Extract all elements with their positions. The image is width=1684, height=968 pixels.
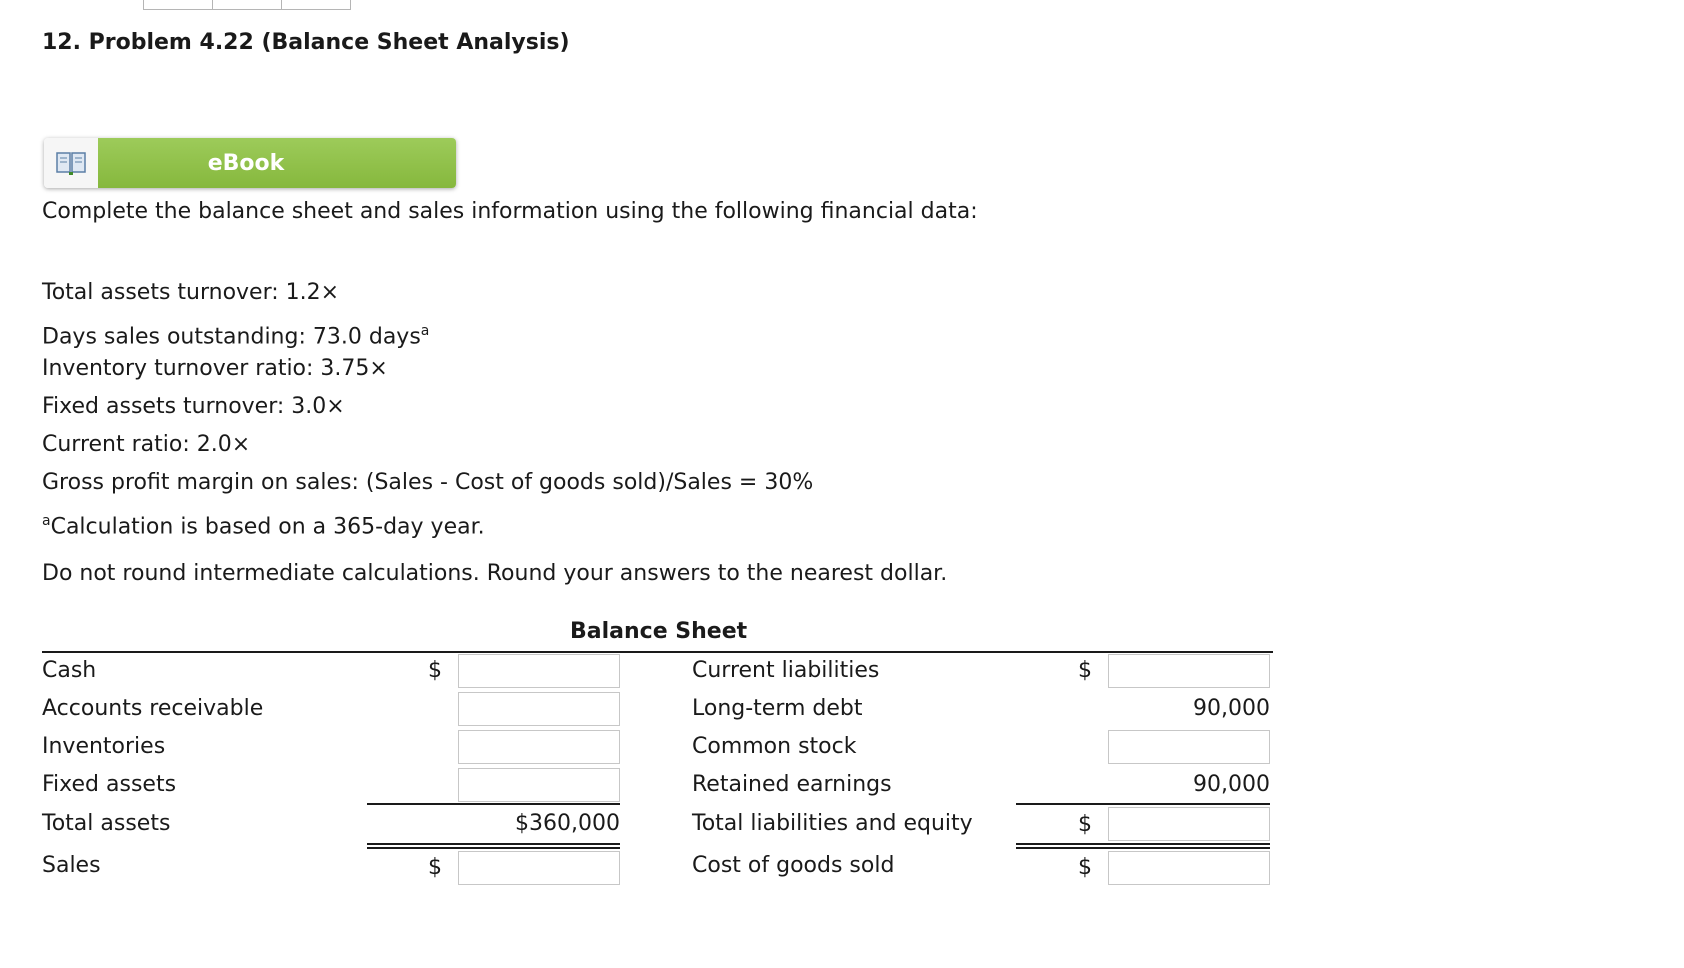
currency-symbol: $: [1078, 658, 1092, 683]
common-stock-input[interactable]: [1108, 730, 1270, 764]
common-stock-label: Common stock: [692, 734, 857, 759]
cost-of-goods-sold-input[interactable]: [1108, 851, 1270, 885]
sales-label: Sales: [42, 853, 101, 878]
total-liabilities-equity-input[interactable]: [1108, 807, 1270, 841]
data-item: Fixed assets turnover: 3.0×: [42, 394, 345, 419]
total-assets-value: $360,000: [515, 811, 620, 836]
data-item: Days sales outstanding: 73.0 days$^a$: [42, 323, 430, 350]
cash-label: Cash: [42, 658, 97, 683]
nav-box[interactable]: [212, 0, 282, 10]
accounts-receivable-label: Accounts receivable: [42, 696, 264, 721]
nav-box[interactable]: [281, 0, 351, 10]
question-title: 12. Problem 4.22 (Balance Sheet Analysis): [42, 30, 570, 55]
data-item: Total assets turnover: 1.2×: [42, 280, 340, 305]
top-navigation-boxes: [143, 0, 350, 10]
total-assets-label: Total assets: [42, 811, 171, 836]
total-liabilities-equity-label: Total liabilities and equity: [692, 811, 973, 836]
sales-input[interactable]: [458, 851, 620, 885]
footnote: $^a$Calculation is based on a 365-day year.: [42, 513, 485, 540]
total-assets-double-rule: [367, 843, 620, 845]
currency-symbol: $: [428, 658, 442, 683]
book-icon: [44, 138, 98, 188]
footnote-marker: a: [420, 323, 430, 339]
long-term-debt-label: Long-term debt: [692, 696, 863, 721]
financial-data-list: [42, 274, 813, 540]
total-assets-top-rule: [367, 803, 620, 805]
ebook-button[interactable]: [44, 138, 456, 188]
fixed-assets-label: Fixed assets: [42, 772, 177, 797]
currency-symbol: $: [1078, 855, 1092, 880]
data-item: Inventory turnover ratio: 3.75×: [42, 356, 388, 381]
retained-earnings-value: 90,000: [1193, 772, 1270, 797]
footnote-marker: a: [42, 513, 51, 529]
ebook-label: eBook: [98, 138, 456, 188]
intro-text: Complete the balance sheet and sales information using the following financial data:: [42, 199, 978, 224]
fixed-assets-input[interactable]: [458, 768, 620, 802]
nav-box[interactable]: [143, 0, 213, 10]
cost-of-goods-sold-label: Cost of goods sold: [692, 853, 895, 878]
total-assets-double-rule: [367, 847, 620, 849]
total-liabilities-top-rule: [1016, 803, 1270, 805]
total-liabilities-double-rule: [1016, 847, 1270, 849]
current-liabilities-input[interactable]: [1108, 654, 1270, 688]
balance-sheet-title: Balance Sheet: [570, 619, 748, 644]
currency-symbol: $: [1078, 812, 1092, 837]
currency-symbol: $: [428, 855, 442, 880]
inventories-label: Inventories: [42, 734, 166, 759]
current-liabilities-label: Current liabilities: [692, 658, 880, 683]
data-item: Current ratio: 2.0×: [42, 432, 251, 457]
data-item: Gross profit margin on sales: (Sales - Cost of goods sold)/Sales = 30%: [42, 470, 814, 495]
inventories-input[interactable]: [458, 730, 620, 764]
cash-input[interactable]: [458, 654, 620, 688]
retained-earnings-label: Retained earnings: [692, 772, 892, 797]
rounding-note: Do not round intermediate calculations. Round your answers to the nearest dollar.: [42, 561, 948, 586]
total-liabilities-double-rule: [1016, 843, 1270, 845]
long-term-debt-value: 90,000: [1193, 696, 1270, 721]
accounts-receivable-input[interactable]: [458, 692, 620, 726]
